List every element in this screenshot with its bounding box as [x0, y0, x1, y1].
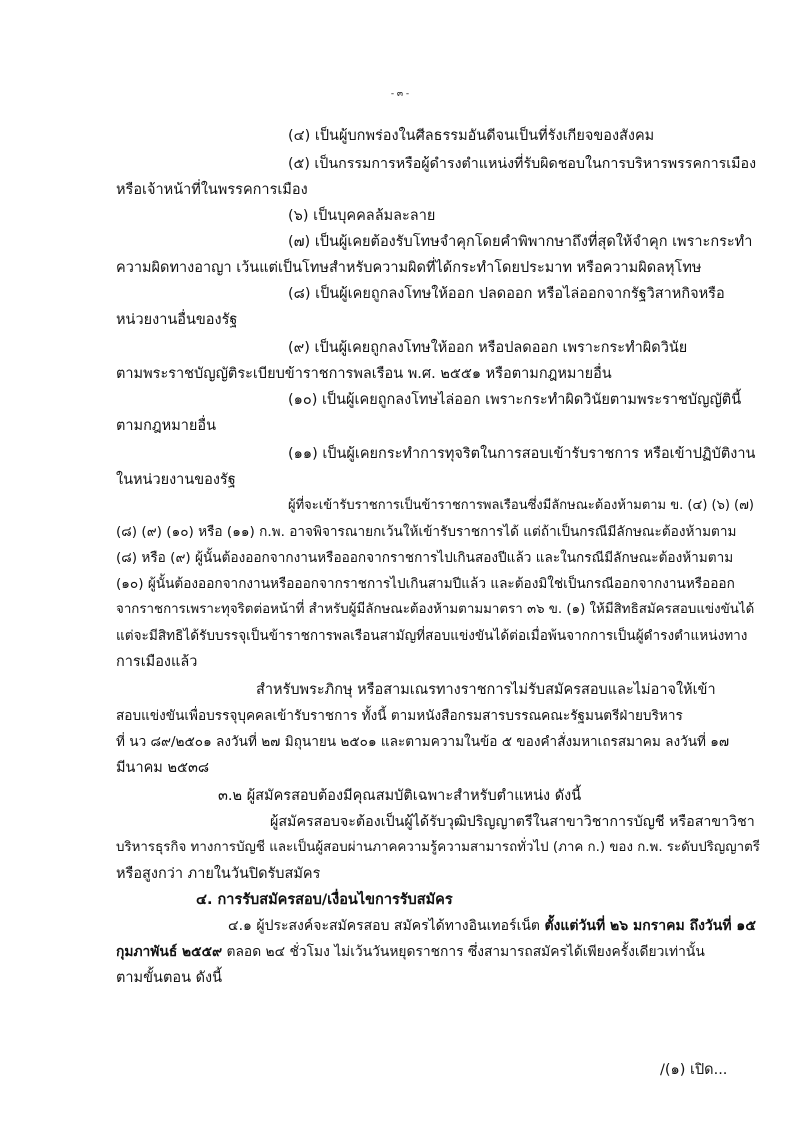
list-item-continuation: ตามกฎหมายอื่น	[116, 418, 217, 434]
continuation-marker: /(๑) เปิด...	[660, 1062, 728, 1078]
paragraph-line: ผู้สมัครสอบจะต้องเป็นผู้ได้รับวุฒิปริญญาตรีในสาขาวิชาการบัญชี หรือสาขาวิชา	[270, 814, 755, 830]
section-4-1-line	[116, 942, 705, 962]
list-item: (๙) เป็นผู้เคยถูกลงโทษให้ออก หรือปลดออก เพราะกระทำผิดวินัย	[288, 340, 688, 356]
application-period-start: ตั้งแต่วันที่ ๒๖ มกราคม ถึงวันที่ ๑๕	[544, 918, 756, 934]
list-item: (๑๐) เป็นผู้เคยถูกลงโทษไล่ออก เพราะกระทำผิดวินัยตามพระราชบัญญัตินี้	[288, 392, 742, 408]
list-item: (๔) เป็นผู้บกพร่องในศีลธรรมอันดีจนเป็นที่รังเกียจของสังคม	[288, 128, 655, 144]
section-4-1-text: ตลอด ๒๔ ชั่วโมง ไม่เว้นวันหยุดราชการ ซึ่งสามารถสมัครได้เพียงครั้งเดียวเท่านั้น	[222, 944, 705, 960]
paragraph-line: มีนาคม ๒๕๓๘	[116, 760, 210, 776]
list-item-continuation: หน่วยงานอื่นของรัฐ	[116, 312, 238, 328]
paragraph-line: (๘) (๙) (๑๐) หรือ (๑๑) ก.พ. อาจพิจารณายกเว้นให้เข้ารับราชการได้ แต่ถ้าเป็นกรณีมีลักษณะต้องห้ามตาม	[116, 524, 737, 540]
list-item: (๕) เป็นกรรมการหรือผู้ดำรงตำแหน่งที่รับผิดชอบในการบริหารพรรคการเมือง	[288, 156, 757, 172]
section-3-2-heading: ๓.๒ ผู้สมัครสอบต้องมีคุณสมบัติเฉพาะสำหรับตำแหน่ง ดังนี้	[218, 788, 582, 804]
list-item: (๘) เป็นผู้เคยถูกลงโทษให้ออก ปลดออก หรือไล่ออกจากรัฐวิสาหกิจหรือ	[288, 286, 725, 302]
paragraph-line: (๑๐) ผู้นั้นต้องออกจากงานหรือออกจากราชการไปเกินสามปีแล้ว และต้องมิใช่เป็นกรณีออกจากงานหรือออก	[116, 576, 735, 592]
paragraph-line: สำหรับพระภิกษุ หรือสามเณรทางราชการไม่รับสมัครสอบและไม่อาจให้เข้า	[256, 682, 716, 698]
section-4-1-line: ตามขั้นตอน ดังนี้	[116, 970, 222, 986]
paragraph-line: สอบแข่งขันเพื่อบรรจุบุคคลเข้ารับราชการ ทั้งนี้ ตามหนังสือกรมสารบรรณคณะรัฐมนตรีฝ่ายบริหาร	[116, 708, 683, 724]
application-period-end: กุมภาพันธ์ ๒๕๕๙	[116, 944, 223, 960]
list-item-continuation: ความผิดทางอาญา เว้นแต่เป็นโทษสำหรับความผิดที่ได้กระทำโดยประมาท หรือความผิดลหุโทษ	[116, 260, 702, 276]
paragraph-line: จากราชการเพราะทุจริตต่อหน้าที่ สำหรับผู้มีลักษณะต้องห้ามตามมาตรา ๓๖ ข. (๑) ให้มีสิทธิสมัครสอบแข่งขันได้	[116, 602, 755, 617]
page-number: - ๓ -	[390, 89, 410, 99]
section-4-1-text: ๔.๑ ผู้ประสงค์จะสมัครสอบ สมัครได้ทางอินเทอร์เน็ต	[228, 918, 545, 934]
list-item: (๗) เป็นผู้เคยต้องรับโทษจำคุกโดยคำพิพากษาถึงที่สุดให้จำคุก เพราะกระทำ	[288, 234, 753, 250]
list-item: (๖) เป็นบุคคลล้มละลาย	[288, 208, 436, 224]
list-item: (๑๑) เป็นผู้เคยกระทำการทุจริตในการสอบเข้ารับราชการ หรือเข้าปฏิบัติงาน	[288, 446, 756, 462]
paragraph-line: บริหารธุรกิจ ทางการบัญชี และเป็นผู้สอบผ่านภาคความรู้ความสามารถทั่วไป (ภาค ก.) ของ ก.พ. ระดับปริญญาตรี	[116, 840, 760, 855]
paragraph-line: การเมืองแล้ว	[116, 654, 198, 670]
paragraph-line: ผู้ที่จะเข้ารับราชการเป็นข้าราชการพลเรือนซึ่งมีลักษณะต้องห้ามตาม ข. (๔) (๖) (๗)	[288, 498, 754, 513]
section-4-1-line	[228, 916, 756, 936]
paragraph-line: (๘) หรือ (๙) ผู้นั้นต้องออกจากงานหรือออกจากราชการไปเกินสองปีแล้ว และในกรณีมีลักษณะต้องห้ามตาม	[116, 550, 734, 566]
list-item-continuation: หรือเจ้าหน้าที่ในพรรคการเมือง	[116, 182, 308, 198]
list-item-continuation: ในหน่วยงานของรัฐ	[116, 472, 236, 488]
paragraph-line: แต่จะมีสิทธิได้รับบรรจุเป็นข้าราชการพลเรือนสามัญที่สอบแข่งขันได้ต่อเมื่อพ้นจากการเป็นผู้ดำรงตำแหน่งทาง	[116, 628, 748, 644]
paragraph-line: หรือสูงกว่า ภายในวันปิดรับสมัคร	[116, 866, 321, 882]
section-4-heading: ๔. การรับสมัครสอบ/เงื่อนไขการรับสมัคร	[196, 892, 453, 908]
paragraph-line: ที่ นว ๘๙/๒๕๐๑ ลงวันที่ ๒๗ มิถุนายน ๒๕๐๑ และตามความในข้อ ๕ ของคำสั่งมหาเถรสมาคม ลงวันที่ ๑๗	[116, 734, 730, 750]
list-item-continuation: ตามพระราชบัญญัติระเบียบข้าราชการพลเรือน พ.ศ. ๒๕๕๑ หรือตามกฎหมายอื่น	[116, 366, 612, 382]
